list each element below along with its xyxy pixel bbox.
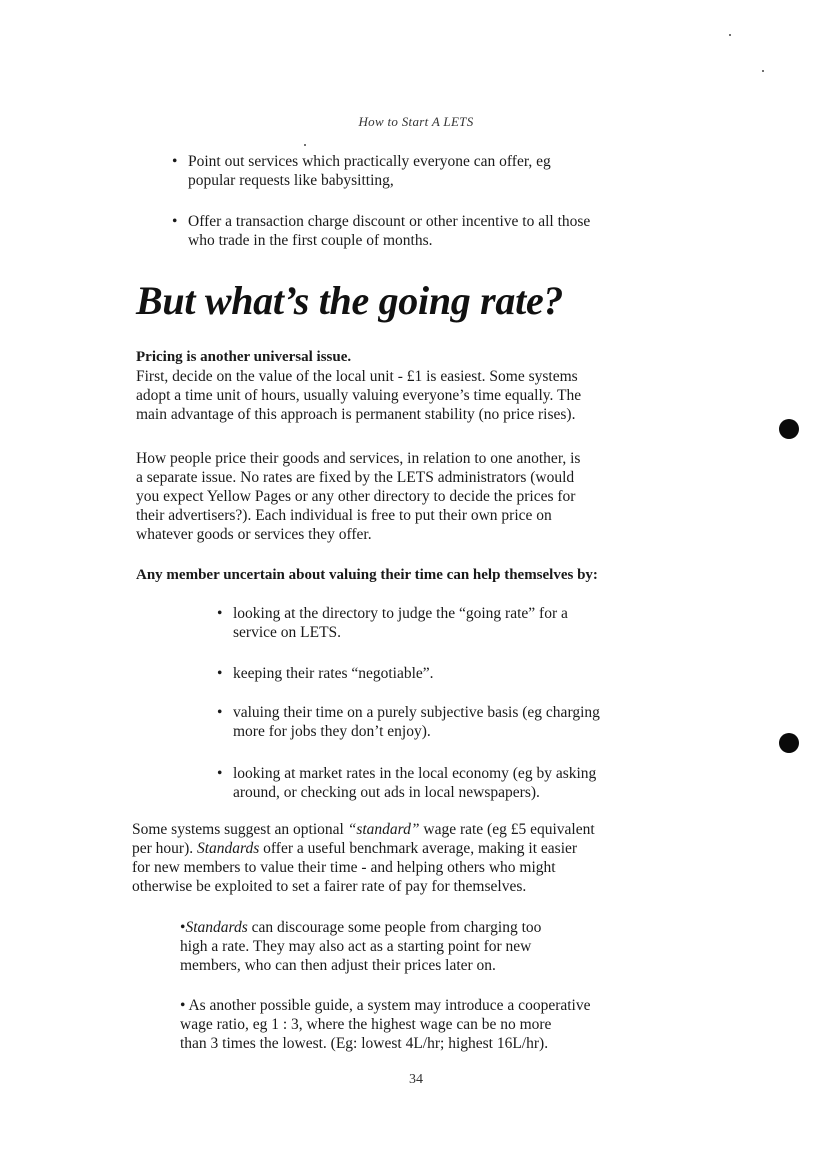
- bullet-icon: •: [217, 765, 223, 782]
- list-item: • keeping their rates “negotiable”.: [217, 665, 434, 682]
- bullet-icon: •: [217, 665, 223, 682]
- punch-hole: [779, 733, 799, 753]
- pricing-lead: Pricing is another universal issue.: [136, 349, 352, 365]
- pricing-paragraph-2: How people price their goods and services, in relation to one another, is a separate issue. No rates are fixed by the LETS administrators (would you expect Yellow Pages or any other directory to decide the prices for their advertisers?). Each individual is free to put their own price on whatever goods or services they offer.: [136, 450, 581, 543]
- bullet-icon: •: [217, 704, 223, 721]
- running-header: How to Start A LETS: [358, 114, 474, 129]
- bullet-icon: •: [172, 153, 178, 170]
- standards-note: •Standards can discourage some people from charging too high a rate. They may also act as a starting point for new members, who can then adjust their prices later on.: [180, 919, 542, 974]
- standard-paragraph: Some systems suggest an optional “standard” wage rate (eg £5 equivalent per hour). Standards offer a useful benchmark average, making it easier for new members to value their time - and helping others who might otherwise be exploited to set a fairer rate of pay for themselves.: [132, 821, 595, 895]
- pricing-paragraph: Pricing is another universal issue. First, decide on the value of the local unit - £1 is easiest. Some systems adopt a time unit of hours, usually valuing everyone’s time equally. The main advantage of this approach is permanent stability (no price rises).: [136, 349, 582, 423]
- list-item: • Offer a transaction charge discount or other incentive to all those who trade in the first couple of months.: [172, 213, 591, 249]
- wage-ratio-note: • As another possible guide, a system may introduce a cooperative wage ratio, eg 1 : 3, where the highest wage can be no more than 3 times the lowest. (Eg: lowest 4L/hr; highest 16L/hr).: [180, 997, 591, 1052]
- help-heading: Any member uncertain about valuing their time can help themselves by:: [136, 567, 598, 583]
- bullet-icon: •: [217, 605, 223, 622]
- list-item: • valuing their time on a purely subjective basis (eg charging more for jobs they don’t enjoy).: [217, 704, 600, 740]
- list-item: • looking at the directory to judge the “going rate” for a service on LETS.: [217, 605, 568, 641]
- bullet-icon: •: [172, 213, 178, 230]
- list-item: • looking at market rates in the local economy (eg by asking around, or checking out ads in local newspapers).: [217, 765, 597, 801]
- list-item: • Point out services which practically everyone can offer, eg popular requests like babysitting,: [172, 153, 551, 189]
- scan-speck: [304, 144, 306, 146]
- scan-speck: [729, 34, 731, 36]
- page-number: 34: [409, 1072, 423, 1087]
- punch-hole: [779, 419, 799, 439]
- scan-speck: [762, 70, 764, 72]
- section-title: But what’s the going rate?: [136, 278, 564, 323]
